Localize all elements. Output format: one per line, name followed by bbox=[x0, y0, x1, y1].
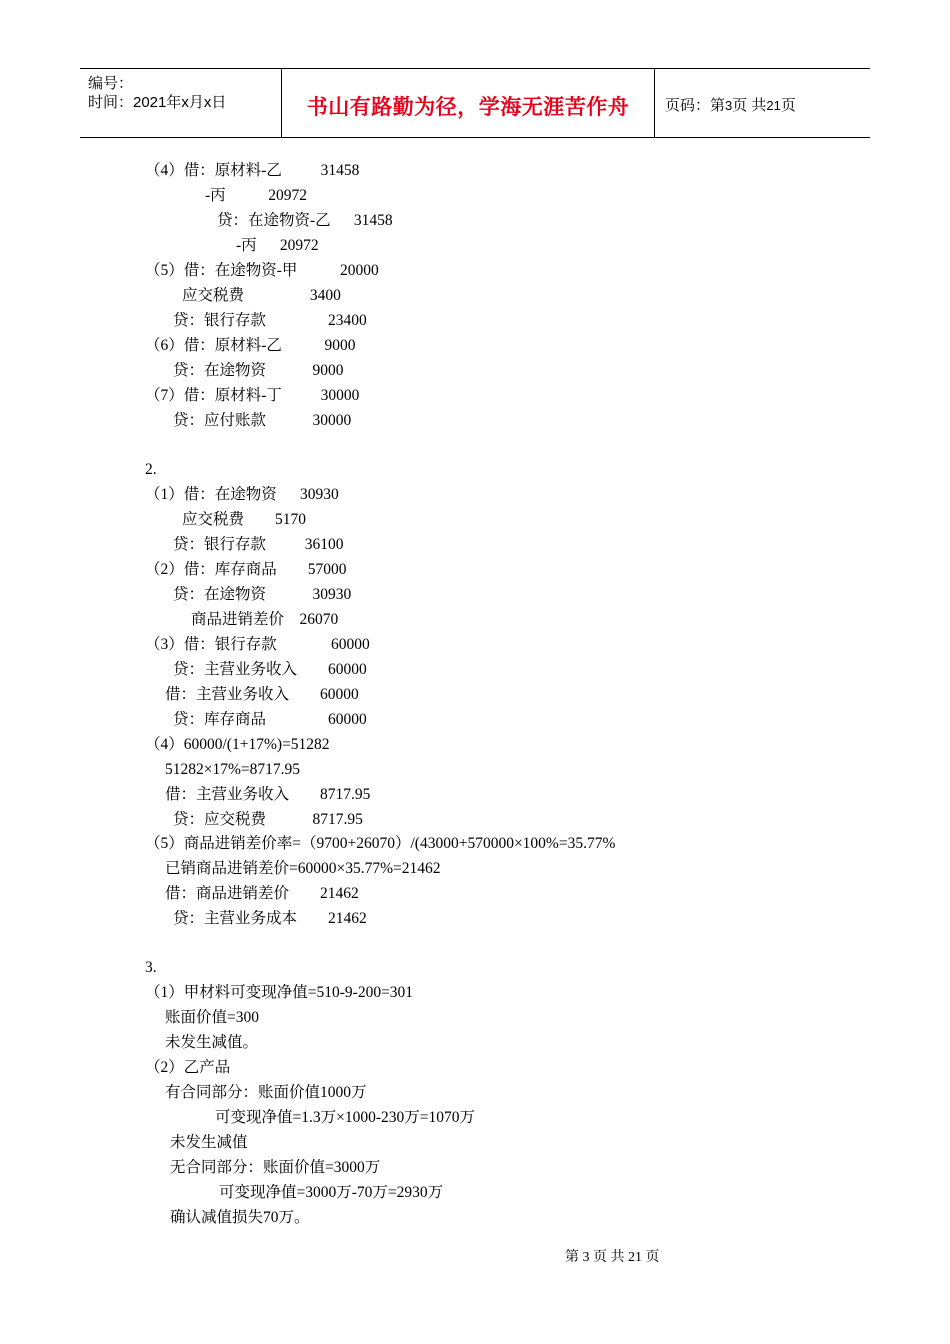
page-mid: 页 共 bbox=[732, 97, 767, 114]
entry-line: （2）乙产品 bbox=[145, 1059, 231, 1076]
section-number: 3. bbox=[145, 959, 157, 976]
entry-line: 贷：主营业务收入 60000 bbox=[173, 661, 367, 678]
document-date-label: 时间：2021年x月x日 bbox=[88, 94, 227, 111]
entry-line: （5）借：在途物资-甲 20000 bbox=[145, 262, 379, 279]
entry-line: （6）借：原材料-乙 9000 bbox=[145, 337, 356, 354]
entry-line: 可变现净值=1.3万×1000-230万=1070万 bbox=[215, 1109, 476, 1126]
page-footer: 第 3 页 共 21 页 bbox=[565, 1250, 660, 1265]
entry-line: 未发生减值 bbox=[170, 1134, 248, 1151]
entry-line: 贷：银行存款 23400 bbox=[173, 312, 367, 329]
entry-line: 账面价值=300 bbox=[165, 1009, 259, 1026]
page-current: 3 bbox=[725, 98, 733, 113]
entry-line: 应交税费 3400 bbox=[182, 287, 341, 304]
entry-line: （2）借：库存商品 57000 bbox=[145, 561, 347, 578]
entry-line: 借：主营业务收入 8717.95 bbox=[165, 786, 371, 803]
header-motto-cell bbox=[282, 69, 655, 137]
entry-line: 有合同部分：账面价值1000万 bbox=[165, 1084, 367, 1101]
entry-line: （1）甲材料可变现净值=510-9-200=301 bbox=[145, 984, 414, 1001]
entry-line: （3）借：银行存款 60000 bbox=[145, 636, 370, 653]
entry-line: 商品进销差价 26070 bbox=[191, 611, 339, 628]
entry-line: 借：商品进销差价 21462 bbox=[165, 885, 359, 902]
page-indicator bbox=[665, 94, 796, 115]
page-total: 21 bbox=[766, 98, 781, 113]
document-number-label: 编号： bbox=[88, 75, 134, 92]
entry-line: （7）借：原材料-丁 30000 bbox=[145, 387, 360, 404]
page-prefix: 页码：第 bbox=[665, 97, 726, 114]
entry-line: 贷：在途物资 9000 bbox=[173, 362, 344, 379]
entry-line: （4）60000/(1+17%)=51282 bbox=[145, 736, 330, 753]
entry-line: 贷：在途物资 30930 bbox=[173, 586, 352, 603]
entry-line: 贷：应交税费 8717.95 bbox=[173, 811, 363, 828]
entry-line: （5）商品进销差价率=（9700+26070）/(43000+570000×100%=35.77% bbox=[145, 835, 616, 852]
entry-line: （1）借：在途物资 30930 bbox=[145, 486, 339, 503]
entry-line: （4）借：原材料-乙 31458 bbox=[145, 162, 360, 179]
header-page-cell bbox=[655, 69, 870, 137]
entry-line: 已销商品进销差价=60000×35.77%=21462 bbox=[165, 860, 441, 877]
entry-line: 贷：库存商品 60000 bbox=[173, 711, 367, 728]
page-suffix: 页 bbox=[780, 97, 796, 114]
page-header bbox=[80, 68, 870, 138]
entry-line: 无合同部分：账面价值=3000万 bbox=[170, 1159, 381, 1176]
entry-line: -丙 20972 bbox=[205, 187, 308, 204]
entry-line: 贷：在途物资-乙 31458 bbox=[217, 212, 393, 229]
motto-text: 书山有路勤为径，学海无涯苦作舟 bbox=[306, 95, 630, 119]
entry-line: 贷：银行存款 36100 bbox=[173, 536, 344, 553]
header-meta-cell bbox=[80, 69, 282, 137]
section-number: 2. bbox=[145, 461, 157, 478]
entry-line: 贷：应付账款 30000 bbox=[173, 412, 352, 429]
entry-line: 未发生减值。 bbox=[165, 1034, 259, 1051]
entry-line: 贷：主营业务成本 21462 bbox=[173, 910, 367, 927]
entry-line: 51282×17%=8717.95 bbox=[165, 761, 301, 778]
entry-line: 应交税费 5170 bbox=[182, 511, 307, 528]
entry-line: 可变现净值=3000万-70万=2930万 bbox=[219, 1184, 444, 1201]
entry-line: -丙 20972 bbox=[236, 237, 319, 254]
entry-line: 确认减值损失70万。 bbox=[170, 1209, 310, 1226]
entry-line: 借：主营业务收入 60000 bbox=[165, 686, 359, 703]
